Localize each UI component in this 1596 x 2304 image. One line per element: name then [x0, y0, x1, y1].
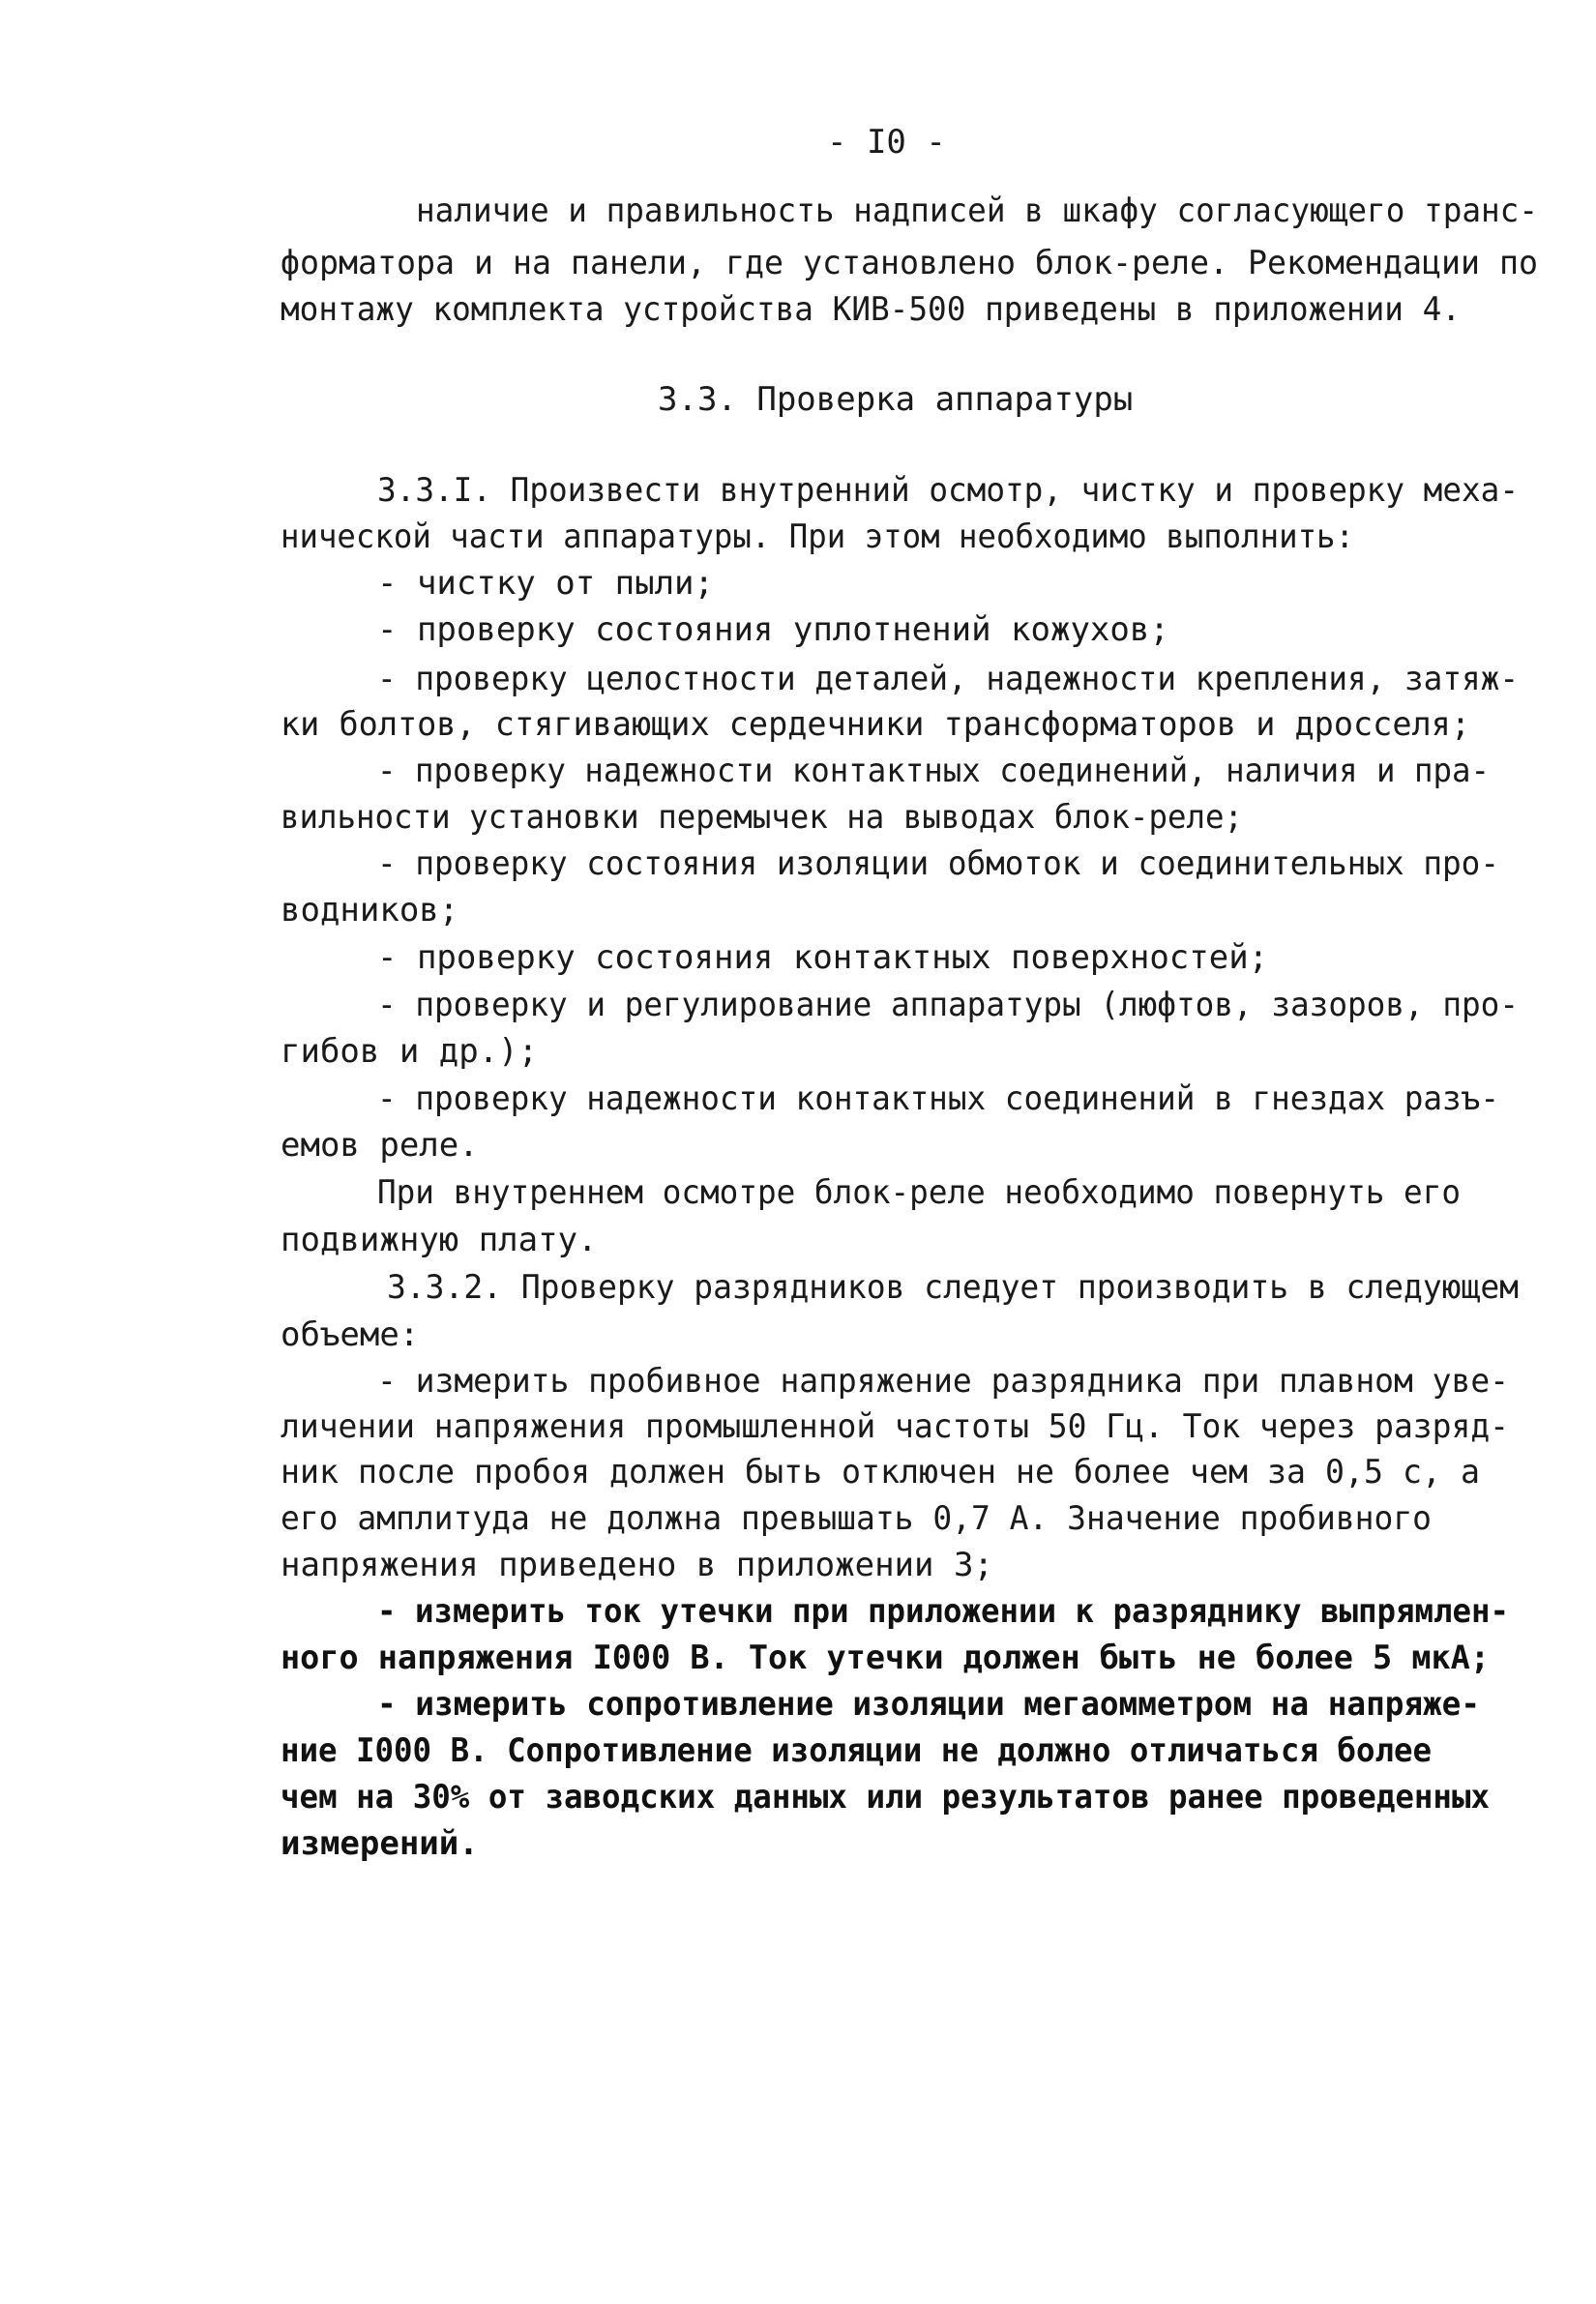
text-line: - проверку состояния контактных поверхностей;	[377, 938, 1269, 977]
text-line: - проверку надежности контактных соединений в гнездах разъ-	[377, 1079, 1499, 1118]
text-line: ние I000 В. Сопротивление изоляции не должно отличаться более	[281, 1731, 1432, 1770]
text-line: - измерить пробивное напряжение разрядника при плавном уве-	[377, 1362, 1509, 1401]
text-line: гибов и др.);	[281, 1032, 539, 1071]
text-line: подвижную плату.	[281, 1221, 598, 1259]
text-line: емов реле.	[281, 1126, 479, 1165]
text-line: форматора и на панели, где установлено блок-реле. Рекомендации по	[281, 244, 1538, 282]
text-line: 3.3.2. Проверку разрядников следует производить в следующем	[387, 1268, 1519, 1307]
text-line: - проверку целостности деталей, надежности крепления, затяж-	[377, 660, 1519, 698]
text-line: - проверку и регулирование аппаратуры (люфтов, зазоров, про-	[377, 986, 1519, 1024]
text-line: ки болтов, стягивающих сердечники трансформаторов и дросселя;	[281, 705, 1470, 744]
text-line: ник после пробоя должен быть отключен не более чем за 0,5 с, а	[281, 1453, 1480, 1492]
text-line: - проверку состояния уплотнений кожухов;	[377, 610, 1169, 649]
text-line: 3.3. Проверка аппаратуры	[658, 380, 1134, 419]
text-line: чем на 30% от заводских данных или результатов ранее проведенных	[281, 1778, 1490, 1817]
page-number: - I0 -	[827, 123, 946, 162]
text-line: нической части аппаратуры. При этом необходимо выполнить:	[281, 517, 1354, 556]
text-line: напряжения приведено в приложении 3;	[281, 1546, 993, 1584]
text-line: - чистку от пыли;	[377, 564, 714, 603]
text-line: - проверку надежности контактных соединений, наличия и пра-	[377, 752, 1490, 790]
text-line: - измерить ток утечки при приложении к разряднику выпрямлен-	[377, 1592, 1509, 1631]
text-line: - измерить сопротивление изоляции мегаомметром на напряже-	[377, 1685, 1480, 1724]
text-line: его амплитуда не должна превышать 0,7 А. Значение пробивного	[281, 1499, 1432, 1538]
text-line: объеме:	[281, 1315, 420, 1354]
text-line: ного напряжения I000 В. Ток утечки должен быть не более 5 мкА;	[281, 1639, 1490, 1677]
text-line: 3.3.I. Произвести внутренний осмотр, чистку и проверку меха-	[377, 471, 1519, 510]
text-line: монтажу комплекта устройства КИВ-500 приведены в приложении 4.	[281, 290, 1461, 329]
text-line: наличие и правильность надписей в шкафу согласующего транс-	[416, 192, 1538, 230]
text-line: При внутреннем осмотре блок-реле необходимо повернуть его	[377, 1173, 1461, 1212]
text-line: - проверку состояния изоляции обмоток и соединительных про-	[377, 844, 1499, 883]
text-line: водников;	[281, 891, 459, 930]
text-line: вильности установки перемычек на выводах блок-реле;	[281, 798, 1243, 837]
text-line: измерений.	[281, 1824, 479, 1863]
text-line: личении напряжения промышленной частоты 50 Гц. Ток через разряд-	[281, 1407, 1509, 1446]
